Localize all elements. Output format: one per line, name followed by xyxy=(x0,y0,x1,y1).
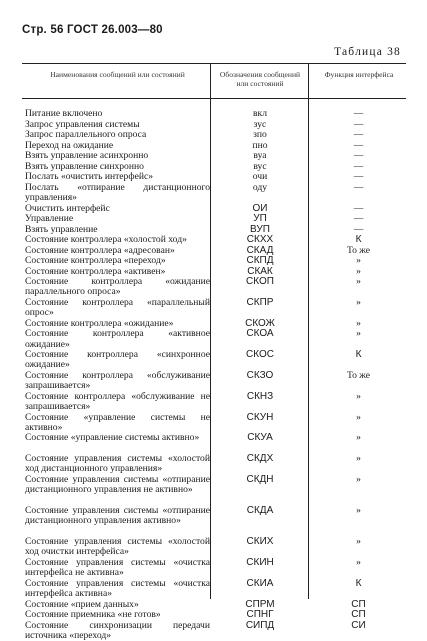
row-name: Состояние «управление системы активно» xyxy=(25,432,200,444)
row-code: очи xyxy=(252,171,268,183)
row-name: Взять управление асинхронно xyxy=(25,150,149,162)
row-name: Состояние управления системы «отпирание дистанционного управления активно» xyxy=(25,505,210,527)
row-code: СКОА xyxy=(246,328,274,340)
row-name: Состояние управления системы «холостой ход дистанционного управления» xyxy=(25,453,210,475)
row-function: » xyxy=(356,317,361,329)
row-function: — xyxy=(353,223,364,235)
row-function: » xyxy=(356,296,361,308)
row-name: Состояние приемника «не готов» xyxy=(25,609,161,621)
row-code: СКДА xyxy=(246,505,274,517)
row-function: » xyxy=(356,505,361,517)
row-name: Состояние контроллера «адресован» xyxy=(25,244,175,256)
row-function: — xyxy=(353,181,364,193)
row-code: СКАК xyxy=(247,265,273,277)
row-code: СКХХ xyxy=(246,234,274,245)
column-header-name: Наименования сообщений или состояний xyxy=(50,70,185,79)
row-code: СКПР xyxy=(246,296,274,308)
row-code: пно xyxy=(252,139,268,151)
row-name: Состояние управления системы «холостой ход очистки интерфейса» xyxy=(25,536,210,558)
row-code: вкл xyxy=(253,108,267,119)
row-function: — xyxy=(353,171,364,183)
row-name: Состояние контроллера «синхронное ожидание» xyxy=(25,349,210,371)
row-function: — xyxy=(353,108,364,119)
row-code: СПРМ xyxy=(245,598,275,610)
row-code: ОИ xyxy=(252,202,268,214)
row-code: вуа xyxy=(253,150,267,162)
row-function: К xyxy=(355,349,362,361)
row-name: Состояние управления системы «очистка интерфейса не активна» xyxy=(25,557,210,579)
row-function: » xyxy=(356,432,361,444)
row-name: Запрос параллельного опроса xyxy=(25,129,147,140)
row-function: » xyxy=(356,453,361,465)
row-code: СКЗО xyxy=(246,369,274,381)
row-name: Взять управление xyxy=(25,223,98,235)
row-code: зус xyxy=(253,118,267,130)
row-code: СКУН xyxy=(246,411,274,423)
row-function: — xyxy=(353,160,364,172)
row-function: — xyxy=(353,150,364,162)
row-function: » xyxy=(356,255,361,267)
row-name: Состояние контроллера «обслуживание запрашивается» xyxy=(25,369,210,392)
row-function: » xyxy=(356,536,361,548)
header-divider xyxy=(22,98,406,99)
row-code: вус xyxy=(253,160,267,172)
row-name: Состояние контроллера «обслуживание не запрашивается» xyxy=(25,390,210,412)
row-function: — xyxy=(353,118,364,130)
row-name: Состояние контроллера «параллельный опрос» xyxy=(25,296,210,319)
row-code: оду xyxy=(252,181,268,193)
row-function: » xyxy=(356,474,361,485)
row-name: Послать «очистить интерфейс» xyxy=(25,171,154,183)
data-table xyxy=(22,63,406,641)
row-name: Состояние контроллера «ожидание параллельного опроса» xyxy=(25,276,210,298)
row-code: СКОЖ xyxy=(245,317,275,329)
row-code: СКИА xyxy=(246,577,274,589)
row-function: К xyxy=(355,577,362,589)
row-code: СКАД xyxy=(246,244,274,256)
row-function: — xyxy=(353,202,364,214)
row-function: То же xyxy=(346,369,371,381)
row-name: Состояние «прием данных» xyxy=(25,598,139,610)
row-code: СКИХ xyxy=(246,536,274,548)
row-name: Состояние контроллера «ожидание» xyxy=(25,317,174,329)
row-function: К xyxy=(355,234,362,245)
row-function: » xyxy=(356,276,361,288)
row-name: Состояние контроллера «переход» xyxy=(25,255,166,267)
row-name: Состояние «управление системы не активно» xyxy=(25,411,210,433)
row-name: Состояние управления системы «отпирание дистанционного управления не активно» xyxy=(25,474,210,496)
row-code: СКУА xyxy=(247,432,273,444)
row-function: » xyxy=(356,557,361,569)
row-code: СКНЗ xyxy=(246,390,274,402)
row-name: Питание включено xyxy=(25,108,103,119)
row-name: Очистить интерфейс xyxy=(25,202,110,214)
row-name: Состояние управления системы «очистка интерфейса активна» xyxy=(25,577,210,600)
row-name: Переход на ожидание xyxy=(25,139,114,151)
column-divider xyxy=(210,64,211,599)
page-header: Стр. 56 ГОСТ 26.003—80 xyxy=(22,24,163,36)
row-code: СКОС xyxy=(246,349,274,361)
row-name: Состояние контроллера «активное ожидание» xyxy=(25,328,210,350)
row-function: — xyxy=(353,213,364,224)
row-function: — xyxy=(353,129,364,140)
row-function: » xyxy=(356,390,361,402)
row-code: СПНГ xyxy=(246,609,274,621)
column-header-function: Функция интерфейса xyxy=(324,70,394,79)
row-code: СКИН xyxy=(246,557,274,569)
row-name: Состояние контроллера «холостой ход» xyxy=(25,234,187,245)
row-code: УП xyxy=(253,213,267,224)
row-code: СИПД xyxy=(245,619,275,631)
row-code: зпо xyxy=(253,129,267,140)
row-code: СКДН xyxy=(246,474,274,485)
row-code: СКДХ xyxy=(246,453,274,465)
row-code: СКПД xyxy=(246,255,274,267)
row-function: » xyxy=(356,265,361,277)
row-function: » xyxy=(356,411,361,423)
row-name: Управление xyxy=(25,213,74,224)
row-function: — xyxy=(353,139,364,151)
row-code: СКОП xyxy=(246,276,274,288)
column-divider xyxy=(308,64,309,599)
row-function: СП xyxy=(351,598,366,610)
row-function: СП xyxy=(351,609,366,621)
row-function: СИ xyxy=(351,619,366,631)
row-function: » xyxy=(356,328,361,340)
row-function: То же xyxy=(346,244,371,256)
row-name: Взять управление синхронно xyxy=(25,160,144,172)
column-header-code: Обозначения сообщений или состояний xyxy=(219,70,301,88)
row-name: Послать «отпирание дистанционного управления» xyxy=(25,181,210,203)
row-name: Состояние синхронизации передачи источника «переход» xyxy=(25,619,210,641)
row-name: Состояние контроллера «активен» xyxy=(25,265,166,277)
table-title: Таблица 38 xyxy=(334,46,401,58)
row-name: Запрос управления системы xyxy=(25,118,140,130)
row-code: ВУП xyxy=(250,223,270,235)
